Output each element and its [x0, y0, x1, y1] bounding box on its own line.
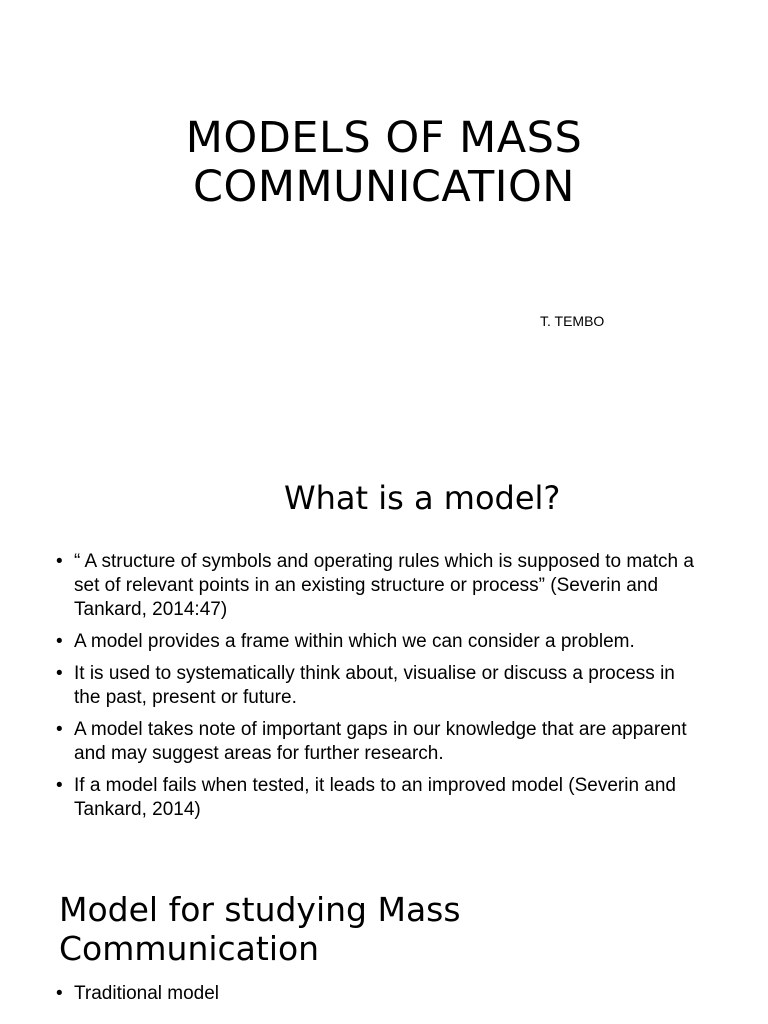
slide-model-for-studying: [0, 850, 768, 1024]
bullet-text: A model takes note of important gaps in our knowledge that are apparent and may suggest areas for further research.: [74, 719, 687, 764]
bullet-item: [56, 718, 706, 766]
bullet-item: [56, 630, 706, 654]
title-line-2: COMMUNICATION: [193, 162, 575, 212]
bullet-text: Traditional model: [74, 983, 220, 1004]
bullet-dot-icon: •: [56, 775, 63, 796]
bullet-item: [56, 550, 706, 622]
title-line-1: MODELS OF MASS: [185, 113, 583, 163]
bullet-text: “ A structure of symbols and operating rules which is supposed to match a set of relevant points in an existing structure or process” (Severin and Tankard, 2014:47): [74, 551, 694, 620]
bullet-dot-icon: •: [56, 631, 63, 652]
heading-line-1: Model for studying Mass: [59, 890, 461, 929]
heading-line-2: Communication: [59, 929, 320, 968]
presentation-title: [0, 114, 768, 212]
bullet-list: [56, 982, 706, 1006]
bullet-list: [56, 550, 706, 830]
author-name: T. TEMBO: [540, 313, 605, 329]
bullet-dot-icon: •: [56, 663, 63, 684]
bullet-text: A model provides a frame within which we can consider a problem.: [74, 631, 635, 652]
bullet-item: [56, 982, 706, 1006]
slide-what-is-a-model: [0, 430, 768, 850]
bullet-item: [56, 774, 706, 822]
bullet-dot-icon: •: [56, 983, 63, 1004]
bullet-item: [56, 662, 706, 710]
slide-title: [0, 0, 768, 430]
bullet-text: It is used to systematically think about, visualise or discuss a process in the past, present or future.: [74, 663, 675, 708]
bullet-dot-icon: •: [56, 551, 63, 572]
slide-heading: [59, 890, 699, 968]
slide-heading: What is a model?: [284, 479, 561, 517]
bullet-dot-icon: •: [56, 719, 63, 740]
bullet-text: If a model fails when tested, it leads to an improved model (Severin and Tankard, 2014): [74, 775, 676, 820]
